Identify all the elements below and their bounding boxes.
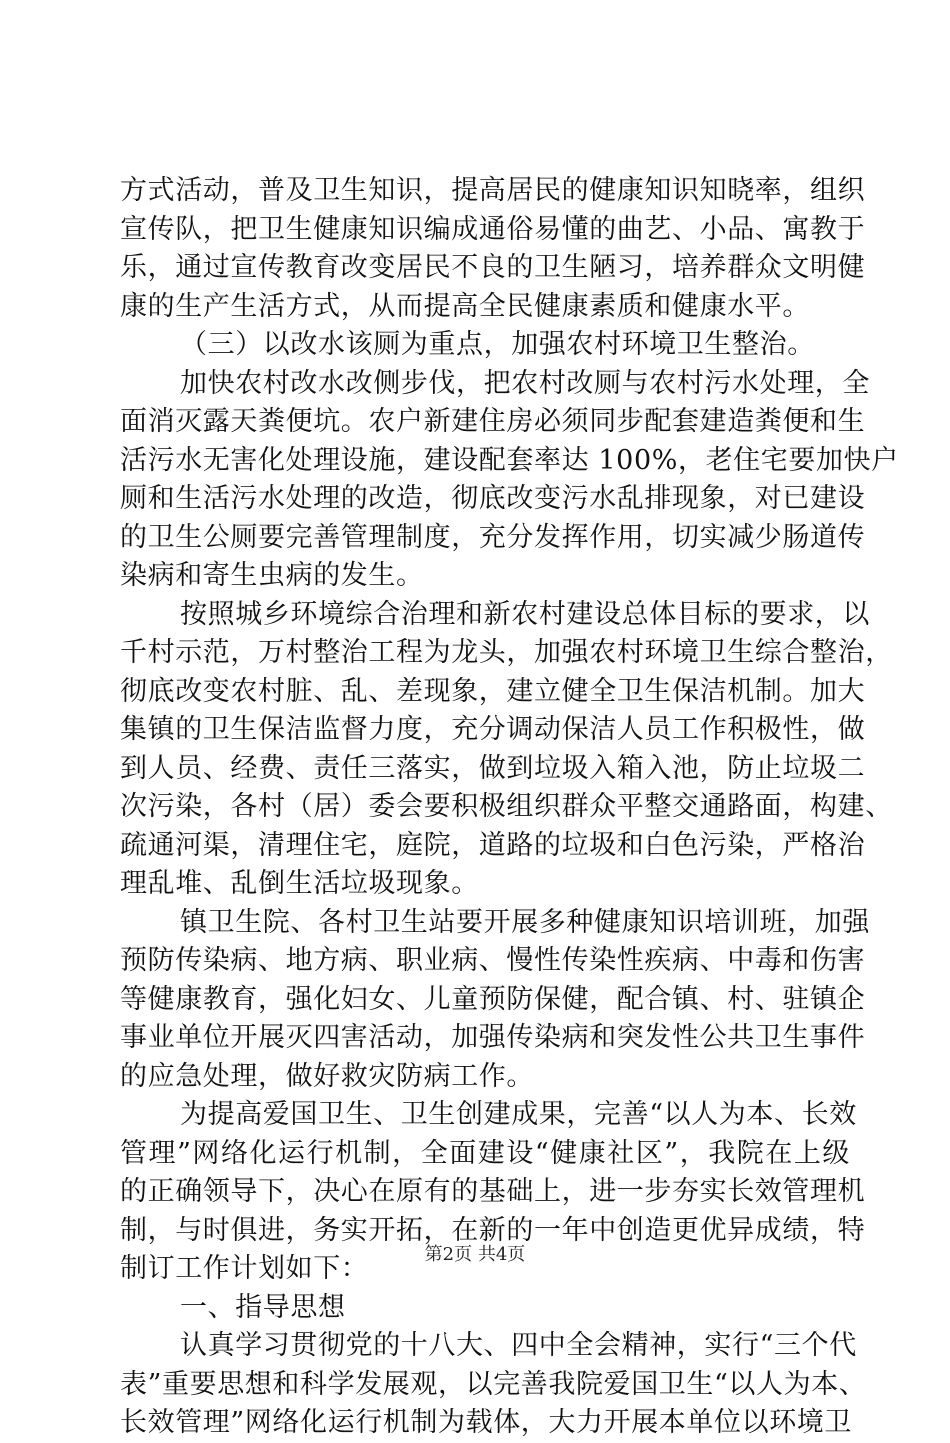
text-line: 乐，通过宣传教育改变居民不良的卫生陋习，培养群众文明健 bbox=[120, 252, 866, 283]
text-line: 制，与时俱进，务实开拓，在新的一年中创造更优异成绩，特 bbox=[120, 1214, 866, 1246]
text-line: 事业单位开展灭四害活动，加强传染病和突发性公共卫生事件 bbox=[120, 1022, 866, 1053]
text-line: 认真学习贯彻党的十八大、四中全会精神，实行“三个代 bbox=[180, 1330, 857, 1361]
text-line: 等健康教育，强化妇女、儿童预防保健，配合镇、村、驻镇企 bbox=[120, 983, 866, 1015]
text-line: 集镇的卫生保洁监督力度，充分调动保洁人员工作积极性，做 bbox=[120, 714, 866, 745]
text-line: 的卫生公厕要完善管理制度，充分发挥作用，切实减少肠道传 bbox=[120, 521, 866, 553]
text-line: 镇卫生院、各村卫生站要开展多种健康知识培训班，加强 bbox=[180, 906, 870, 938]
page-footer bbox=[0, 1243, 950, 1267]
text-line: 彻底改变农村脏、乱、差现象，建立健全卫生保洁机制。加大 bbox=[120, 675, 866, 707]
text-line: 表”重要思想和科学发展观，以完善我院爱国卫生“以人为本、 bbox=[120, 1368, 867, 1400]
section-heading: （三）以改水该厕为重点，加强农村环境卫生整治。 bbox=[180, 329, 815, 360]
text-line: 活污水无害化处理设施，建设配套率达 100%，老住宅要加快户 bbox=[120, 444, 899, 476]
text-line: 千村示范，万村整治工程为龙头，加强农村环境卫生综合整治， bbox=[120, 637, 893, 668]
page-number: 第2页 共4页 bbox=[424, 1244, 526, 1265]
text-line: 宣传队，把卫生健康知识编成通俗易懂的曲艺、小品、寓教于 bbox=[120, 213, 866, 245]
text-line: 制订工作计划如下： bbox=[120, 1253, 369, 1284]
text-line: 到人员、经费、责任三落实，做到垃圾入箱入池，防止垃圾二 bbox=[120, 752, 866, 784]
text-line: 的正确领导下，决心在原有的基础上，进一步夯实长效管理机 bbox=[120, 1176, 866, 1207]
text-line: 染病和寄生虫病的发生。 bbox=[120, 560, 424, 591]
text-line: 康的生产生活方式，从而提高全民健康素质和健康水平。 bbox=[120, 290, 810, 322]
text-line: 管理”网络化运行机制，全面建设“健康社区”，我院在上级 bbox=[120, 1137, 850, 1169]
section-heading: 一、指导思想 bbox=[180, 1291, 346, 1323]
text-line: 加快农村改水改侧步伐，把农村改厕与农村污水处理，全 bbox=[180, 367, 870, 399]
text-line: 理乱堆、乱倒生活垃圾现象。 bbox=[120, 868, 479, 899]
text-line: 方式活动，普及卫生知识，提高居民的健康知识知晓率，组织 bbox=[120, 175, 866, 206]
text-line: 预防传染病、地方病、职业病、慢性传染性疾病、中毒和伤害 bbox=[120, 945, 866, 976]
text-line: 面消灭露天粪便坑。农户新建住房必须同步配套建造粪便和生 bbox=[120, 406, 866, 437]
text-line: 厕和生活污水处理的改造，彻底改变污水乱排现象，对已建设 bbox=[120, 483, 866, 514]
text-line: 长效管理”网络化运行机制为载体，大力开展本单位以环境卫 bbox=[120, 1407, 853, 1438]
text-line: 的应急处理，做好救灾防病工作。 bbox=[120, 1060, 534, 1092]
text-line: 按照城乡环境综合治理和新农村建设总体目标的要求，以 bbox=[180, 598, 870, 630]
text-line: 为提高爱国卫生、卫生创建成果，完善“以人为本、长效 bbox=[180, 1099, 857, 1130]
text-line: 次污染，各村（居）委会要积极组织群众平整交通路面，构建、 bbox=[120, 791, 893, 822]
text-line: 疏通河渠，清理住宅，庭院，道路的垃圾和白色污染，严格治 bbox=[120, 829, 866, 861]
